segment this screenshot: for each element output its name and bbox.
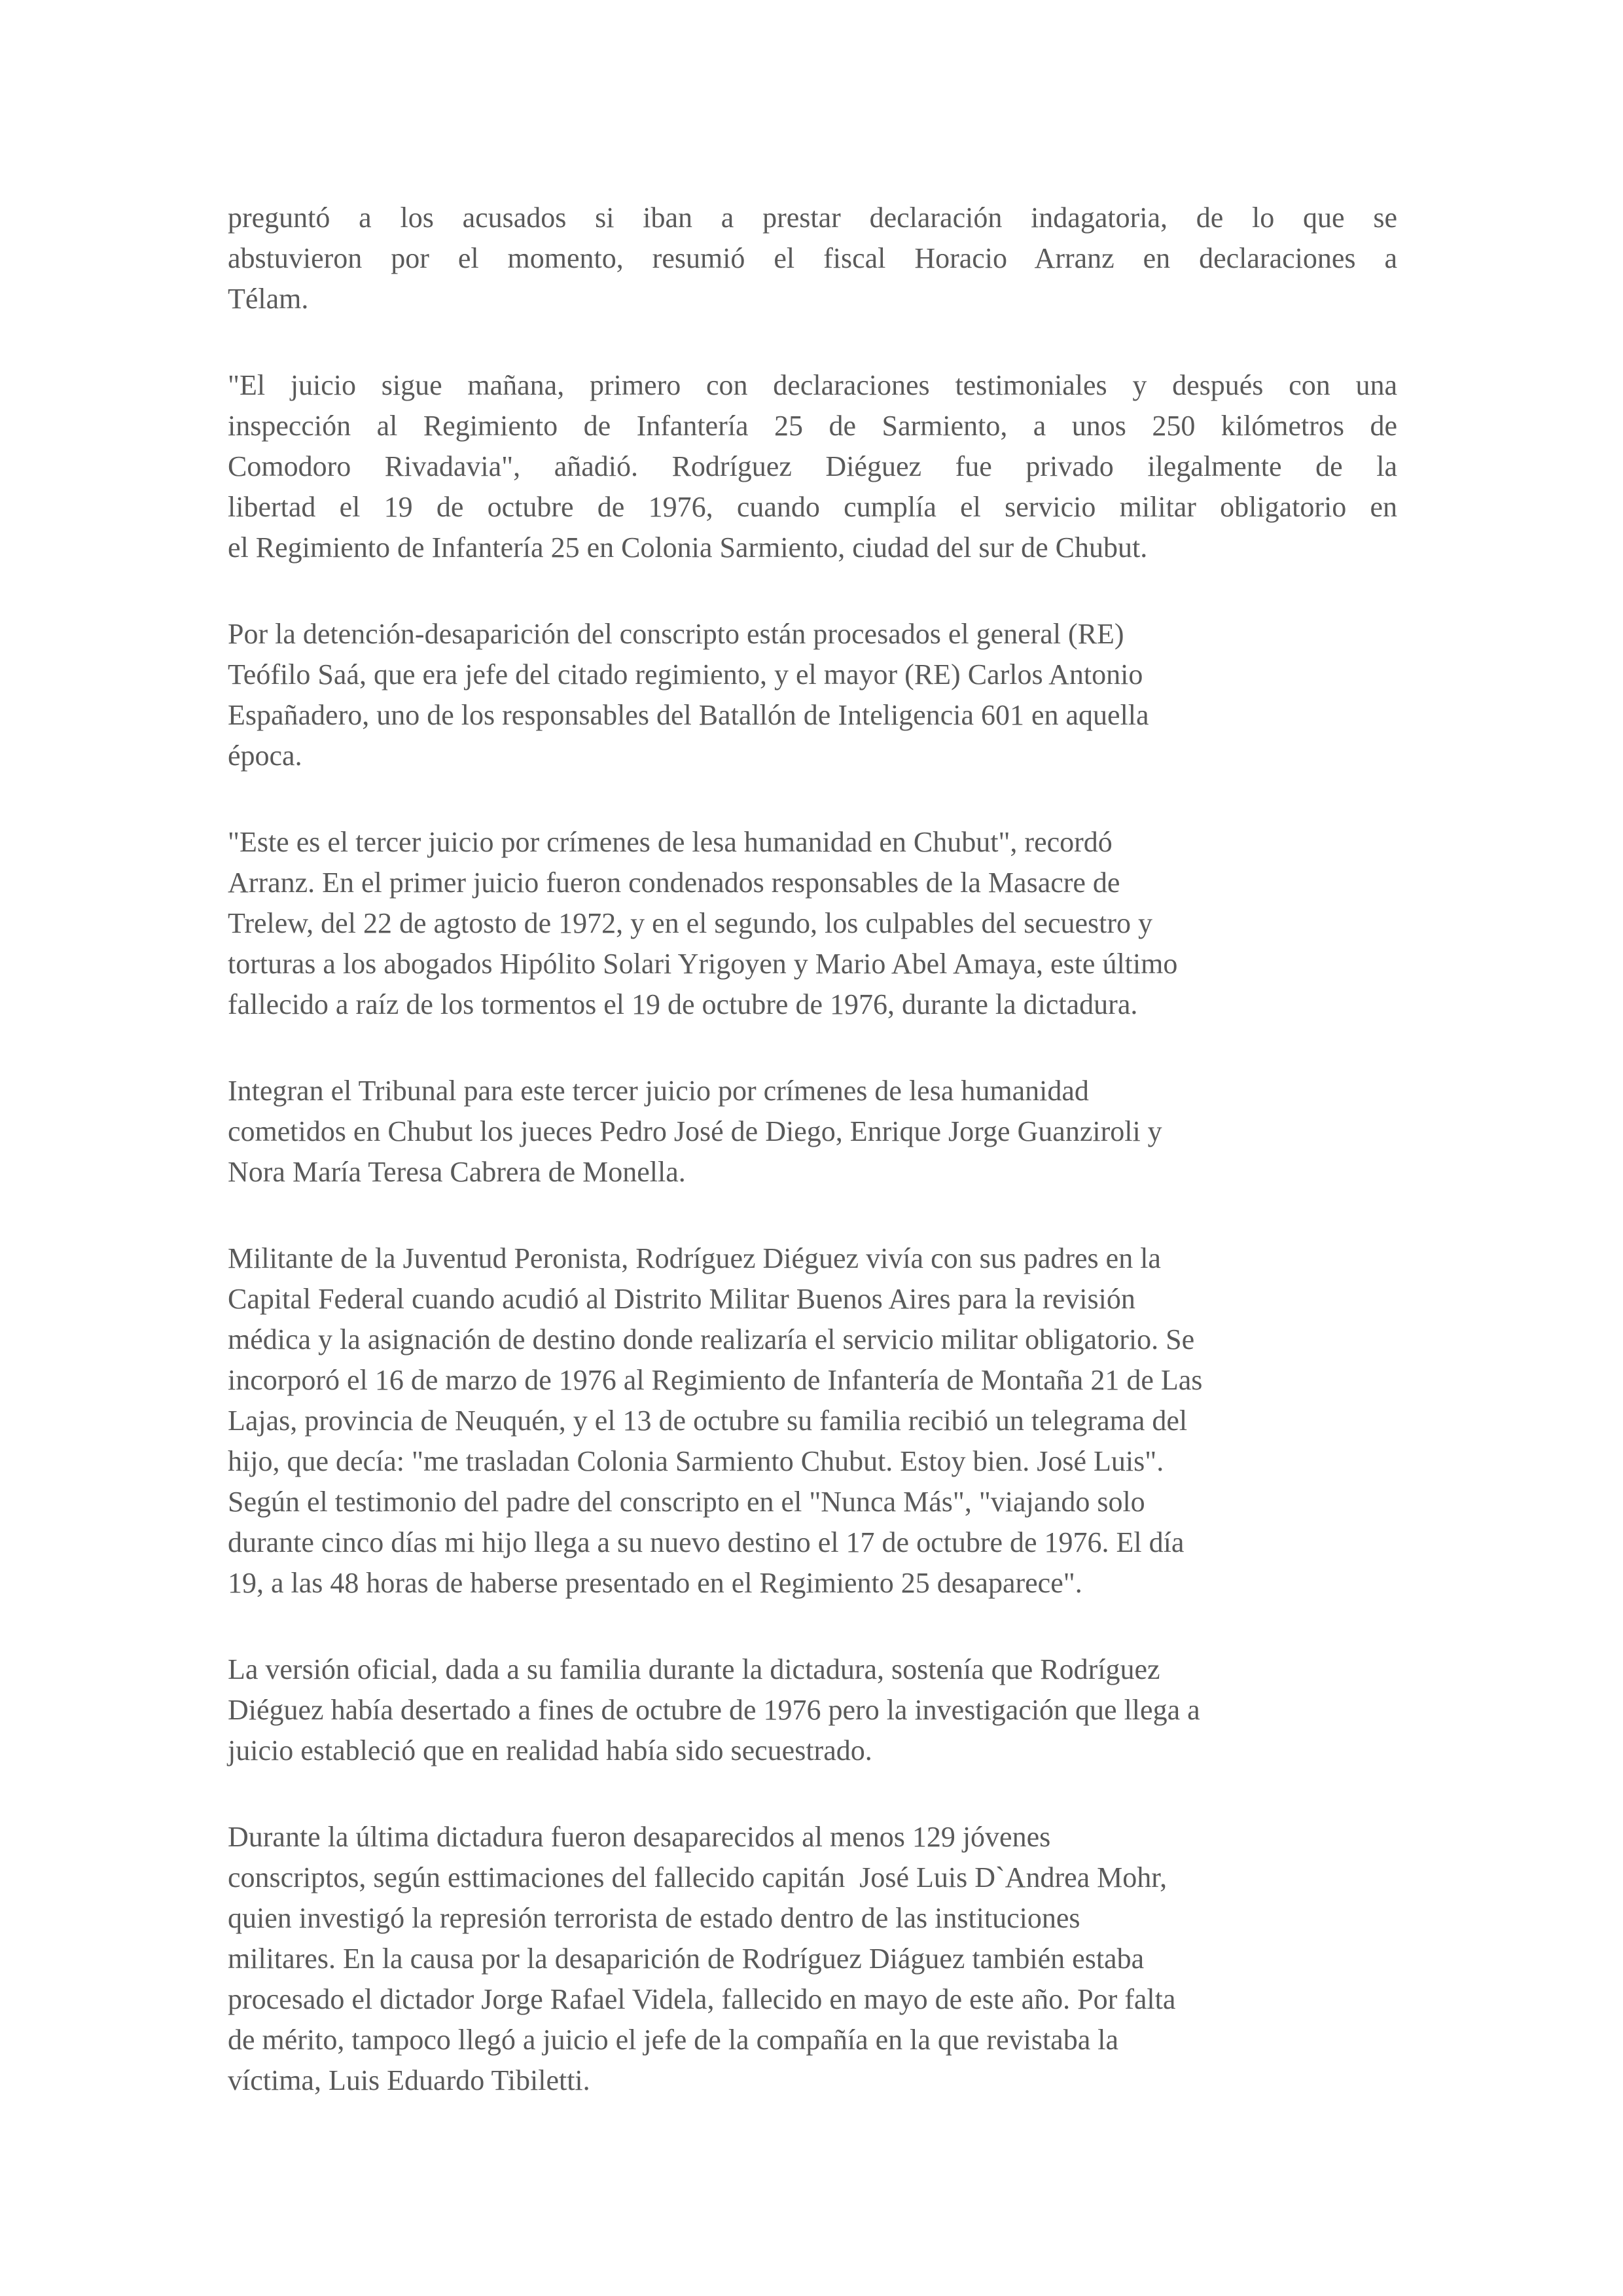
text-line: Durante la última dictadura fueron desaparecidos al menos 129 jóvenes — [228, 1821, 1051, 1853]
text-line: quien investigó la represión terrorista de estado dentro de las instituciones — [228, 1902, 1080, 1934]
paragraph-2 — [228, 365, 1397, 568]
text-line: torturas a los abogados Hipólito Solari Yrigoyen y Mario Abel Amaya, este último — [228, 948, 1178, 980]
text-line: Comodoro Rivadavia", añadió. Rodríguez Diéguez fue privado ilegalmente de la — [228, 450, 1397, 482]
paragraph-6 — [228, 1238, 1397, 1604]
text-line: víctima, Luis Eduardo Tibiletti. — [228, 2064, 590, 2096]
text-line: "El juicio sigue mañana, primero con declaraciones testimoniales y después con una — [228, 369, 1397, 401]
text-line: Militante de la Juventud Peronista, Rodríguez Diéguez vivía con sus padres en la — [228, 1242, 1161, 1274]
text-line: Arranz. En el primer juicio fueron condenados responsables de la Masacre de — [228, 867, 1120, 899]
paragraph-7 — [228, 1649, 1397, 1771]
text-line: de mérito, tampoco llegó a juicio el jefe de la compañía en la que revistaba la — [228, 2024, 1118, 2056]
text-line: Según el testimonio del padre del conscripto en el "Nunca Más", "viajando solo — [228, 1486, 1145, 1518]
text-line: el Regimiento de Infantería 25 en Colonia Sarmiento, ciudad del sur de Chubut. — [228, 531, 1148, 564]
text-line: fallecido a raíz de los tormentos el 19 de octubre de 1976, durante la dictadura. — [228, 988, 1138, 1020]
paragraph-3 — [228, 614, 1397, 776]
text-line: Télam. — [228, 283, 309, 315]
text-line: cometidos en Chubut los jueces Pedro José de Diego, Enrique Jorge Guanziroli y — [228, 1115, 1162, 1147]
paragraph-1 — [228, 198, 1397, 319]
text-line: preguntó a los acusados si iban a prestar declaración indagatoria, de lo que se — [228, 202, 1397, 234]
text-line: Lajas, provincia de Neuquén, y el 13 de octubre su familia recibió un telegrama del — [228, 1405, 1188, 1437]
paragraph-5 — [228, 1071, 1397, 1193]
text-line: durante cinco días mi hijo llega a su nuevo destino el 17 de octubre de 1976. El día — [228, 1526, 1185, 1558]
article-text — [228, 198, 1397, 2101]
text-line: La versión oficial, dada a su familia durante la dictadura, sostenía que Rodríguez — [228, 1653, 1160, 1685]
text-line: Diéguez había desertado a fines de octubre de 1976 pero la investigación que llega a — [228, 1694, 1200, 1726]
text-line: libertad el 19 de octubre de 1976, cuando cumplía el servicio militar obligatorio en — [228, 491, 1397, 523]
text-line: Integran el Tribunal para este tercer juicio por crímenes de lesa humanidad — [228, 1075, 1089, 1107]
text-line: inspección al Regimiento de Infantería 25 de Sarmiento, a unos 250 kilómetros de — [228, 410, 1397, 442]
paragraph-4 — [228, 822, 1397, 1025]
text-line: médica y la asignación de destino donde realizaría el servicio militar obligatorio. Se — [228, 1323, 1195, 1355]
text-line: abstuvieron por el momento, resumió el fiscal Horacio Arranz en declaraciones a — [228, 242, 1397, 274]
text-line: procesado el dictador Jorge Rafael Videla, fallecido en mayo de este año. Por falta — [228, 1983, 1176, 2015]
paragraph-8 — [228, 1817, 1397, 2101]
text-line: hijo, que decía: "me trasladan Colonia Sarmiento Chubut. Estoy bien. José Luis". — [228, 1445, 1164, 1477]
text-line: "Este es el tercer juicio por crímenes de lesa humanidad en Chubut", recordó — [228, 826, 1113, 858]
text-line: juicio estableció que en realidad había sido secuestrado. — [228, 1734, 872, 1767]
text-line: Por la detención-desaparición del conscripto están procesados el general (RE) — [228, 618, 1124, 650]
text-line: conscriptos, según esttimaciones del fallecido capitán José Luis D`Andrea Mohr, — [228, 1861, 1168, 1893]
text-line: 19, a las 48 horas de haberse presentado en el Regimiento 25 desaparece". — [228, 1567, 1082, 1599]
text-line: Teófilo Saá, que era jefe del citado regimiento, y el mayor (RE) Carlos Antonio — [228, 658, 1143, 691]
text-line: Nora María Teresa Cabrera de Monella. — [228, 1156, 686, 1188]
text-line: Capital Federal cuando acudió al Distrito Militar Buenos Aires para la revisión — [228, 1283, 1135, 1315]
text-line: época. — [228, 740, 302, 772]
text-line: Trelew, del 22 de agtosto de 1972, y en el segundo, los culpables del secuestro y — [228, 907, 1153, 939]
text-line: Españadero, uno de los responsables del Batallón de Inteligencia 601 en aquella — [228, 699, 1149, 731]
text-line: militares. En la causa por la desaparición de Rodríguez Diáguez también estaba — [228, 1943, 1145, 1975]
text-line: incorporó el 16 de marzo de 1976 al Regimiento de Infantería de Montaña 21 de Las — [228, 1364, 1203, 1396]
